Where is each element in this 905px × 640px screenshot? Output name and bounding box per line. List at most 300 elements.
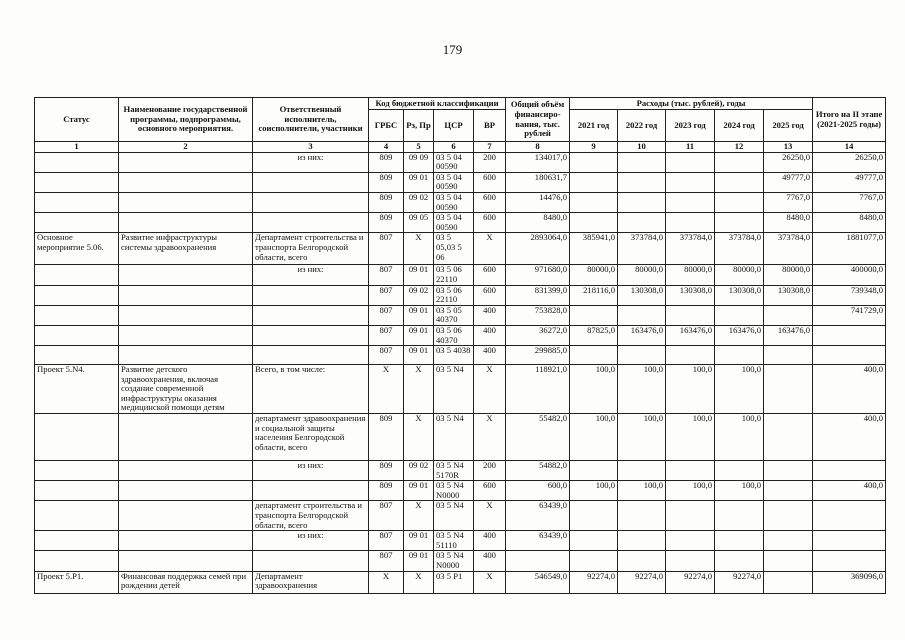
cell-y2025 bbox=[764, 501, 813, 531]
cell-vr: 400 bbox=[474, 305, 506, 325]
cell-stage2: 8480,0 bbox=[813, 213, 886, 233]
table-row bbox=[35, 346, 886, 365]
cell-y2025 bbox=[764, 531, 813, 551]
cell-y2022 bbox=[618, 192, 666, 212]
cell-vr: 600 bbox=[474, 285, 506, 305]
cell-csr: 03 5 N4 bbox=[434, 414, 474, 461]
cell-grbs: 809 bbox=[369, 481, 404, 501]
cell-status bbox=[35, 325, 119, 345]
cell-y2023: 100,0 bbox=[666, 481, 715, 501]
cell-y2025 bbox=[764, 414, 813, 461]
cell-y2025: 130308,0 bbox=[764, 285, 813, 305]
cell-rz-pr: 09 01 bbox=[404, 325, 434, 345]
cell-grbs: Х bbox=[369, 365, 404, 414]
cell-stage2: 739348,0 bbox=[813, 285, 886, 305]
cell-rz-pr: 09 01 bbox=[404, 481, 434, 501]
cell-y2021 bbox=[570, 192, 618, 212]
cell-rz-pr: 09 02 bbox=[404, 461, 434, 481]
cell-executor: Департамент здравоохранения bbox=[253, 571, 369, 593]
budget-table-container bbox=[34, 97, 886, 594]
cell-y2024 bbox=[715, 213, 764, 233]
cell-status bbox=[35, 152, 119, 172]
cell-csr: 03 5 4038 bbox=[434, 346, 474, 365]
cell-rz-pr: Х bbox=[404, 414, 434, 461]
cell-name bbox=[119, 285, 253, 305]
cell-csr: 03 5 N4 N0000 bbox=[434, 551, 474, 571]
cell-vr: 400 bbox=[474, 531, 506, 551]
cell-y2023 bbox=[666, 551, 715, 571]
cell-vr: Х bbox=[474, 365, 506, 414]
column-index: 4 bbox=[369, 142, 404, 153]
cell-executor: из них: bbox=[253, 265, 369, 285]
cell-stage2: 1881077,0 bbox=[813, 233, 886, 265]
cell-executor bbox=[253, 551, 369, 571]
cell-y2022 bbox=[618, 213, 666, 233]
cell-vr: 200 bbox=[474, 461, 506, 481]
cell-grbs: 807 bbox=[369, 285, 404, 305]
cell-name: Финансовая поддержка семей при рождении детей bbox=[119, 571, 253, 593]
cell-rz-pr: 09 05 bbox=[404, 213, 434, 233]
cell-total: 54882,0 bbox=[506, 461, 570, 481]
cell-y2022 bbox=[618, 551, 666, 571]
cell-y2025: 7767,0 bbox=[764, 192, 813, 212]
header-total: Общий объём финансиро-вания, тыс. рублей bbox=[506, 98, 570, 142]
cell-y2022 bbox=[618, 461, 666, 481]
cell-executor: департамент здравоохранения и социальной защиты населения Белгородской области, всего bbox=[253, 414, 369, 461]
column-index: 2 bbox=[119, 142, 253, 153]
cell-name bbox=[119, 414, 253, 461]
cell-y2021 bbox=[570, 213, 618, 233]
column-index: 11 bbox=[666, 142, 715, 153]
cell-executor: из них: bbox=[253, 461, 369, 481]
cell-stage2: 26250,0 bbox=[813, 152, 886, 172]
cell-grbs: 807 bbox=[369, 233, 404, 265]
cell-y2025: 49777,0 bbox=[764, 172, 813, 192]
cell-stage2 bbox=[813, 325, 886, 345]
cell-y2021 bbox=[570, 172, 618, 192]
cell-rz-pr: Х bbox=[404, 233, 434, 265]
cell-grbs: 809 bbox=[369, 192, 404, 212]
cell-y2025: 26250,0 bbox=[764, 152, 813, 172]
table-row bbox=[35, 461, 886, 481]
cell-y2025: 163476,0 bbox=[764, 325, 813, 345]
cell-name bbox=[119, 346, 253, 365]
cell-y2025 bbox=[764, 551, 813, 571]
cell-grbs: 807 bbox=[369, 305, 404, 325]
cell-y2023 bbox=[666, 172, 715, 192]
cell-y2025: 80000,0 bbox=[764, 265, 813, 285]
cell-total: 14476,0 bbox=[506, 192, 570, 212]
cell-name bbox=[119, 152, 253, 172]
cell-y2024: 92274,0 bbox=[715, 571, 764, 593]
cell-name bbox=[119, 551, 253, 571]
cell-stage2 bbox=[813, 501, 886, 531]
cell-total: 600,0 bbox=[506, 481, 570, 501]
cell-rz-pr: 09 01 bbox=[404, 305, 434, 325]
header-status: Статус bbox=[35, 98, 119, 142]
cell-stage2: 400,0 bbox=[813, 365, 886, 414]
cell-grbs: 809 bbox=[369, 152, 404, 172]
cell-total: 118921,0 bbox=[506, 365, 570, 414]
cell-rz-pr: 09 01 bbox=[404, 346, 434, 365]
cell-total: 8480,0 bbox=[506, 213, 570, 233]
cell-y2024: 100,0 bbox=[715, 481, 764, 501]
cell-y2021 bbox=[570, 531, 618, 551]
cell-status bbox=[35, 305, 119, 325]
cell-y2022: 92274,0 bbox=[618, 571, 666, 593]
cell-csr: 03 5 06 22110 bbox=[434, 285, 474, 305]
cell-y2023 bbox=[666, 346, 715, 365]
cell-status: Основное мероприятие 5.06. bbox=[35, 233, 119, 265]
cell-grbs: 807 bbox=[369, 531, 404, 551]
cell-name bbox=[119, 461, 253, 481]
cell-status bbox=[35, 285, 119, 305]
cell-csr: 03 5 04 00590 bbox=[434, 172, 474, 192]
cell-y2025 bbox=[764, 365, 813, 414]
cell-y2022 bbox=[618, 172, 666, 192]
cell-y2021: 100,0 bbox=[570, 414, 618, 461]
cell-status bbox=[35, 346, 119, 365]
cell-y2023: 100,0 bbox=[666, 365, 715, 414]
cell-y2024 bbox=[715, 192, 764, 212]
cell-y2022 bbox=[618, 501, 666, 531]
header-csr: ЦСР bbox=[434, 110, 474, 142]
table-row bbox=[35, 192, 886, 212]
table-row bbox=[35, 172, 886, 192]
cell-vr: Х bbox=[474, 233, 506, 265]
cell-y2025 bbox=[764, 305, 813, 325]
cell-executor bbox=[253, 285, 369, 305]
table-row bbox=[35, 265, 886, 285]
cell-csr: 03 5 Р1 bbox=[434, 571, 474, 593]
cell-csr: 03 5 04 00590 bbox=[434, 192, 474, 212]
cell-y2024: 80000,0 bbox=[715, 265, 764, 285]
cell-executor bbox=[253, 192, 369, 212]
cell-csr: 03 5 04 00590 bbox=[434, 152, 474, 172]
column-index: 1 bbox=[35, 142, 119, 153]
cell-name bbox=[119, 501, 253, 531]
column-index: 12 bbox=[715, 142, 764, 153]
cell-y2021 bbox=[570, 461, 618, 481]
cell-vr: 400 bbox=[474, 325, 506, 345]
cell-y2024: 130308,0 bbox=[715, 285, 764, 305]
cell-stage2: 400000,0 bbox=[813, 265, 886, 285]
column-index: 6 bbox=[434, 142, 474, 153]
table-row bbox=[35, 551, 886, 571]
table-row bbox=[35, 481, 886, 501]
cell-y2024: 163476,0 bbox=[715, 325, 764, 345]
cell-status bbox=[35, 551, 119, 571]
cell-grbs: 807 bbox=[369, 346, 404, 365]
table-body bbox=[35, 152, 886, 593]
cell-csr: 03 5 04 00590 bbox=[434, 213, 474, 233]
cell-vr: 600 bbox=[474, 172, 506, 192]
cell-name bbox=[119, 325, 253, 345]
cell-y2022 bbox=[618, 531, 666, 551]
cell-status bbox=[35, 481, 119, 501]
cell-rz-pr: Х bbox=[404, 501, 434, 531]
cell-status bbox=[35, 531, 119, 551]
cell-total: 299885,0 bbox=[506, 346, 570, 365]
cell-status: Проект 5.N4. bbox=[35, 365, 119, 414]
column-index-row bbox=[35, 142, 886, 153]
cell-name bbox=[119, 305, 253, 325]
cell-rz-pr: Х bbox=[404, 365, 434, 414]
cell-stage2: 400,0 bbox=[813, 481, 886, 501]
cell-y2024 bbox=[715, 501, 764, 531]
cell-y2022: 100,0 bbox=[618, 414, 666, 461]
cell-grbs: 807 bbox=[369, 551, 404, 571]
cell-status bbox=[35, 192, 119, 212]
header-2023: 2023 год bbox=[666, 110, 715, 142]
cell-executor bbox=[253, 481, 369, 501]
cell-name bbox=[119, 192, 253, 212]
cell-total: 831399,0 bbox=[506, 285, 570, 305]
cell-y2021: 87825,0 bbox=[570, 325, 618, 345]
cell-y2024: 100,0 bbox=[715, 365, 764, 414]
cell-y2023: 373784,0 bbox=[666, 233, 715, 265]
cell-stage2 bbox=[813, 461, 886, 481]
cell-y2021: 92274,0 bbox=[570, 571, 618, 593]
page-number: 179 bbox=[442, 42, 463, 57]
header-name: Наименование государственной программы, подпрограммы, основного мероприятия. bbox=[119, 98, 253, 142]
cell-y2022: 130308,0 bbox=[618, 285, 666, 305]
cell-rz-pr: 09 01 bbox=[404, 531, 434, 551]
cell-y2021: 385941,0 bbox=[570, 233, 618, 265]
cell-y2021: 100,0 bbox=[570, 365, 618, 414]
cell-vr: 400 bbox=[474, 346, 506, 365]
cell-rz-pr: 09 01 bbox=[404, 265, 434, 285]
cell-y2024 bbox=[715, 551, 764, 571]
table-row bbox=[35, 414, 886, 461]
cell-y2024: 373784,0 bbox=[715, 233, 764, 265]
cell-status bbox=[35, 172, 119, 192]
cell-vr: 600 bbox=[474, 192, 506, 212]
cell-name bbox=[119, 531, 253, 551]
cell-y2021 bbox=[570, 551, 618, 571]
cell-vr: 600 bbox=[474, 265, 506, 285]
cell-y2022: 80000,0 bbox=[618, 265, 666, 285]
table-row bbox=[35, 233, 886, 265]
cell-grbs: 809 bbox=[369, 461, 404, 481]
cell-csr: 03 5 N4 N0000 bbox=[434, 481, 474, 501]
table-row bbox=[35, 325, 886, 345]
cell-y2023 bbox=[666, 461, 715, 481]
cell-executor bbox=[253, 346, 369, 365]
cell-status bbox=[35, 414, 119, 461]
cell-vr: Х bbox=[474, 571, 506, 593]
cell-y2023 bbox=[666, 152, 715, 172]
cell-executor: Департамент строительства и транспорта Белгородской области, всего bbox=[253, 233, 369, 265]
cell-y2024 bbox=[715, 172, 764, 192]
cell-csr: 03 5 N4 bbox=[434, 365, 474, 414]
cell-total: 63439,0 bbox=[506, 531, 570, 551]
cell-grbs: 809 bbox=[369, 172, 404, 192]
cell-grbs: 809 bbox=[369, 414, 404, 461]
cell-rz-pr: 09 01 bbox=[404, 172, 434, 192]
cell-y2022 bbox=[618, 152, 666, 172]
cell-total: 753828,0 bbox=[506, 305, 570, 325]
cell-executor: из них: bbox=[253, 531, 369, 551]
cell-y2021 bbox=[570, 501, 618, 531]
cell-y2025: 8480,0 bbox=[764, 213, 813, 233]
cell-stage2 bbox=[813, 551, 886, 571]
cell-executor: департамент строительства и транспорта Белгородской области, всего bbox=[253, 501, 369, 531]
cell-y2023: 80000,0 bbox=[666, 265, 715, 285]
header-2024: 2024 год bbox=[715, 110, 764, 142]
cell-rz-pr: Х bbox=[404, 571, 434, 593]
cell-y2022: 100,0 bbox=[618, 481, 666, 501]
header-budget-code: Код бюджетной классификации bbox=[369, 98, 506, 110]
cell-executor bbox=[253, 172, 369, 192]
cell-name bbox=[119, 481, 253, 501]
cell-grbs: 809 bbox=[369, 213, 404, 233]
cell-y2022: 100,0 bbox=[618, 365, 666, 414]
cell-csr: 03 5 N4 51110 bbox=[434, 531, 474, 551]
cell-y2024 bbox=[715, 305, 764, 325]
cell-y2022: 373784,0 bbox=[618, 233, 666, 265]
cell-stage2: 7767,0 bbox=[813, 192, 886, 212]
cell-grbs: 807 bbox=[369, 501, 404, 531]
cell-y2022 bbox=[618, 346, 666, 365]
cell-executor bbox=[253, 325, 369, 345]
cell-y2025 bbox=[764, 461, 813, 481]
cell-y2021: 80000,0 bbox=[570, 265, 618, 285]
cell-total: 971680,0 bbox=[506, 265, 570, 285]
cell-y2023 bbox=[666, 213, 715, 233]
cell-executor: из них: bbox=[253, 152, 369, 172]
cell-rz-pr: 09 02 bbox=[404, 285, 434, 305]
cell-y2023 bbox=[666, 531, 715, 551]
cell-y2022: 163476,0 bbox=[618, 325, 666, 345]
cell-csr: 03 5 05,03 5 06 bbox=[434, 233, 474, 265]
cell-total bbox=[506, 551, 570, 571]
table-row bbox=[35, 365, 886, 414]
cell-y2021: 100,0 bbox=[570, 481, 618, 501]
cell-y2023: 130308,0 bbox=[666, 285, 715, 305]
header-2025: 2025 год bbox=[764, 110, 813, 142]
cell-status bbox=[35, 461, 119, 481]
cell-y2025 bbox=[764, 481, 813, 501]
header-stage2: Итого на II этапе (2021-2025 годы) bbox=[813, 98, 886, 142]
column-index: 8 bbox=[506, 142, 570, 153]
cell-y2024 bbox=[715, 152, 764, 172]
cell-name: Развитие инфраструктуры системы здравоохранения bbox=[119, 233, 253, 265]
table-row bbox=[35, 213, 886, 233]
header-2022: 2022 год bbox=[618, 110, 666, 142]
table-row bbox=[35, 531, 886, 551]
column-index: 10 bbox=[618, 142, 666, 153]
cell-vr: Х bbox=[474, 501, 506, 531]
header-vr: ВР bbox=[474, 110, 506, 142]
table-row bbox=[35, 501, 886, 531]
header-rz-pr: Рз, Пр bbox=[404, 110, 434, 142]
cell-y2025 bbox=[764, 571, 813, 593]
cell-y2024 bbox=[715, 531, 764, 551]
header-executor: Ответственный исполнитель, соисполнители, участники bbox=[253, 98, 369, 142]
cell-y2023: 163476,0 bbox=[666, 325, 715, 345]
cell-y2024: 100,0 bbox=[715, 414, 764, 461]
cell-stage2 bbox=[813, 346, 886, 365]
cell-total: 63439,0 bbox=[506, 501, 570, 531]
header-2021: 2021 год bbox=[570, 110, 618, 142]
cell-total: 134017,0 bbox=[506, 152, 570, 172]
cell-y2023 bbox=[666, 305, 715, 325]
cell-vr: 200 bbox=[474, 152, 506, 172]
cell-y2023: 100,0 bbox=[666, 414, 715, 461]
table-row bbox=[35, 152, 886, 172]
cell-y2025: 373784,0 bbox=[764, 233, 813, 265]
cell-status bbox=[35, 265, 119, 285]
cell-y2021 bbox=[570, 346, 618, 365]
cell-name bbox=[119, 172, 253, 192]
column-index: 3 bbox=[253, 142, 369, 153]
cell-status: Проект 5.Р1. bbox=[35, 571, 119, 593]
column-index: 5 bbox=[404, 142, 434, 153]
cell-csr: 03 5 06 40370 bbox=[434, 325, 474, 345]
cell-name bbox=[119, 265, 253, 285]
cell-executor bbox=[253, 213, 369, 233]
cell-vr: Х bbox=[474, 414, 506, 461]
cell-total: 180631,7 bbox=[506, 172, 570, 192]
cell-name bbox=[119, 213, 253, 233]
cell-total: 546549,0 bbox=[506, 571, 570, 593]
column-index: 13 bbox=[764, 142, 813, 153]
cell-rz-pr: 09 02 bbox=[404, 192, 434, 212]
budget-table bbox=[34, 97, 886, 594]
cell-grbs: Х bbox=[369, 571, 404, 593]
cell-csr: 03 5 N4 5170R bbox=[434, 461, 474, 481]
cell-stage2: 741729,0 bbox=[813, 305, 886, 325]
cell-vr: 600 bbox=[474, 213, 506, 233]
cell-total: 2893064,0 bbox=[506, 233, 570, 265]
cell-executor bbox=[253, 305, 369, 325]
cell-executor: Всего, в том числе: bbox=[253, 365, 369, 414]
cell-rz-pr: 09 01 bbox=[404, 551, 434, 571]
cell-stage2: 369096,0 bbox=[813, 571, 886, 593]
cell-y2021 bbox=[570, 305, 618, 325]
table-row bbox=[35, 305, 886, 325]
cell-rz-pr: 09 09 bbox=[404, 152, 434, 172]
cell-vr: 400 bbox=[474, 551, 506, 571]
cell-y2023 bbox=[666, 192, 715, 212]
cell-total: 55482,0 bbox=[506, 414, 570, 461]
cell-csr: 03 5 06 22110 bbox=[434, 265, 474, 285]
table-row bbox=[35, 571, 886, 593]
column-index: 9 bbox=[570, 142, 618, 153]
cell-y2021 bbox=[570, 152, 618, 172]
cell-y2025 bbox=[764, 346, 813, 365]
cell-csr: 03 5 05 40370 bbox=[434, 305, 474, 325]
cell-y2024 bbox=[715, 346, 764, 365]
cell-y2023 bbox=[666, 501, 715, 531]
cell-stage2: 49777,0 bbox=[813, 172, 886, 192]
header-expenses: Расходы (тыс. рублей), годы bbox=[570, 98, 813, 110]
cell-stage2: 400,0 bbox=[813, 414, 886, 461]
cell-csr: 03 5 N4 bbox=[434, 501, 474, 531]
column-index: 7 bbox=[474, 142, 506, 153]
cell-grbs: 807 bbox=[369, 265, 404, 285]
cell-grbs: 807 bbox=[369, 325, 404, 345]
column-index: 14 bbox=[813, 142, 886, 153]
cell-y2022 bbox=[618, 305, 666, 325]
cell-y2024 bbox=[715, 461, 764, 481]
cell-status bbox=[35, 213, 119, 233]
cell-total: 36272,0 bbox=[506, 325, 570, 345]
cell-status bbox=[35, 501, 119, 531]
table-row bbox=[35, 285, 886, 305]
header-grbs: ГРБС bbox=[369, 110, 404, 142]
